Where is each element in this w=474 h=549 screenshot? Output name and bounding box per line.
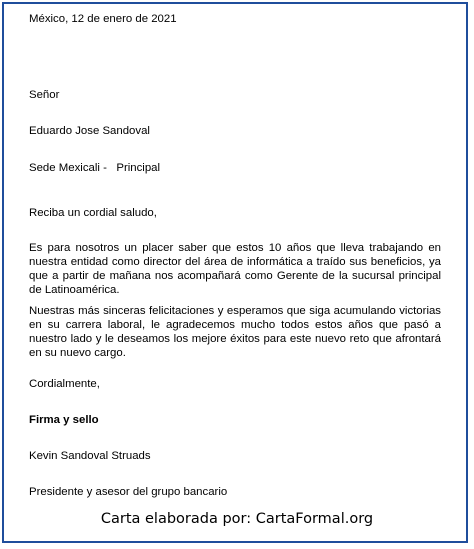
- place-date: México, 12 de enero de 2021: [29, 13, 177, 25]
- closing: Cordialmente,: [29, 378, 100, 390]
- footer-credit: Carta elaborada por: CartaFormal.org: [100, 511, 374, 527]
- sender-title: Presidente y asesor del grupo bancario: [29, 486, 228, 498]
- signature-label: Firma y sello: [29, 414, 99, 426]
- sender-name: Kevin Sandoval Struads: [29, 450, 151, 462]
- paragraph-2: [29, 304, 441, 360]
- greeting: Reciba un cordial saludo,: [29, 207, 157, 219]
- paragraph-1: [29, 241, 441, 297]
- recipient-location: Sede Mexicali - Principal: [29, 162, 161, 174]
- paragraph-1-text: Es para nosotros un placer saber que estos 10 años que lleva trabajando en nuestra entidad como director del área de informática a traído sus beneficios, ya que a partir de mañana nos acompañará como Gerente de la sucursal principal de Latinoamérica.: [29, 242, 441, 296]
- paragraph-2-text: Nuestras más sinceras felicitaciones y esperamos que siga acumulando victorias en su carrera laboral, le agradecemos mucho todos estos años que pasó a nuestro lado y le deseamos los mejore éxitos para este nuevo reto que afrontará en su nuevo cargo.: [29, 305, 441, 359]
- salutation-title: Señor: [29, 89, 60, 101]
- recipient-name: Eduardo Jose Sandoval: [29, 125, 150, 137]
